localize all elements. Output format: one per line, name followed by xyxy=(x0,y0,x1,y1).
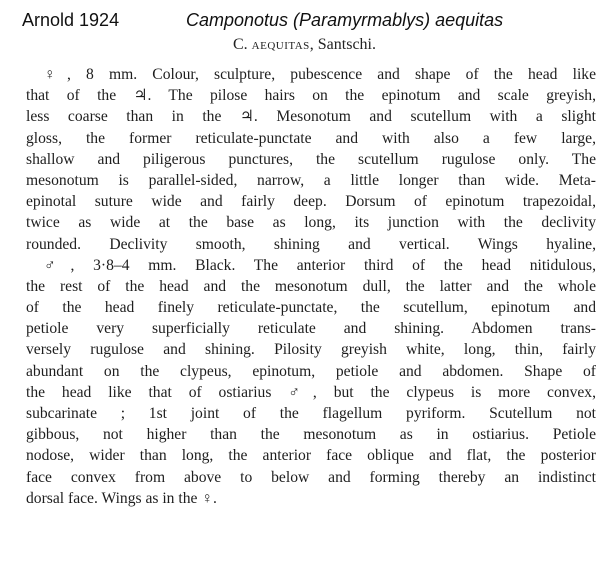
text-line: face convex from above to below and forming thereby an indistinct xyxy=(26,468,596,486)
text-line: dorsal face. Wings as in the ♀. xyxy=(26,489,217,507)
text-line: of the head finely reticulate-punctate, the scutellum, epinotum and xyxy=(26,299,596,317)
text-line: petiole very superficially reticulate and shining. Abdomen trans- xyxy=(26,320,596,338)
taxon-name: Camponotus (Paramyrmablys) aequitas xyxy=(186,10,504,30)
text-line: shallow and piligerous punctures, the scutellum rugulose only. The xyxy=(26,150,596,168)
text-line: gibbous, not higher than the mesonotum as in ostiarius. Petiole xyxy=(26,426,596,444)
text-line: subcarinate ; 1st joint of the flagellum pyriform. Scutellum not xyxy=(26,405,596,422)
text-line: epinotal suture wide and fairly deep. Dorsum of epinotum trapezoidal, xyxy=(26,193,596,211)
text-line: the head like that of ostiarius ♂, but the clypeus is more convex, xyxy=(26,383,596,401)
text-line: abundant on the clypeus, epinotum, petiole and abdomen. Shape of xyxy=(26,362,596,380)
species-epithet: aequitas xyxy=(251,36,310,53)
species-heading xyxy=(0,36,609,54)
species-authority: , Santschi. xyxy=(309,36,376,53)
text-line: less coarse than in the ♃. Mesonotum and scutellum with a slight xyxy=(26,108,596,126)
text-line: versely rugulose and shining. Pilosity greyish white, long, thin, fairly xyxy=(26,341,596,359)
text-line: nodose, wider than long, the anterior face oblique and flat, the posterior xyxy=(26,447,596,465)
text-line: that of the ♃. The pilose hairs on the epinotum and scale greyish, xyxy=(26,87,596,105)
author-year: Arnold 1924 xyxy=(22,10,120,30)
text-line: rounded. Declivity smooth, shining and vertical. Wings hyaline, xyxy=(26,235,596,253)
description-body xyxy=(26,64,596,509)
text-line: ♂, 3·8–4 mm. Black. The anterior third of the head nitidulous, xyxy=(44,256,596,274)
species-genus: C. xyxy=(232,36,248,53)
text-line: mesonotum is parallel-sided, narrow, a little longer than wide. Meta- xyxy=(26,171,596,189)
text-line: the rest of the head and the mesonotum dull, the latter and the whole xyxy=(26,277,596,295)
text-line: ♀, 8 mm. Colour, sculpture, pubescence and shape of the head like xyxy=(44,66,596,83)
text-line: gloss, the former reticulate-punctate and with also a few large, xyxy=(26,129,596,147)
text-line: twice as wide at the base as long, its junction with the declivity xyxy=(26,214,596,232)
document-header xyxy=(22,10,597,32)
